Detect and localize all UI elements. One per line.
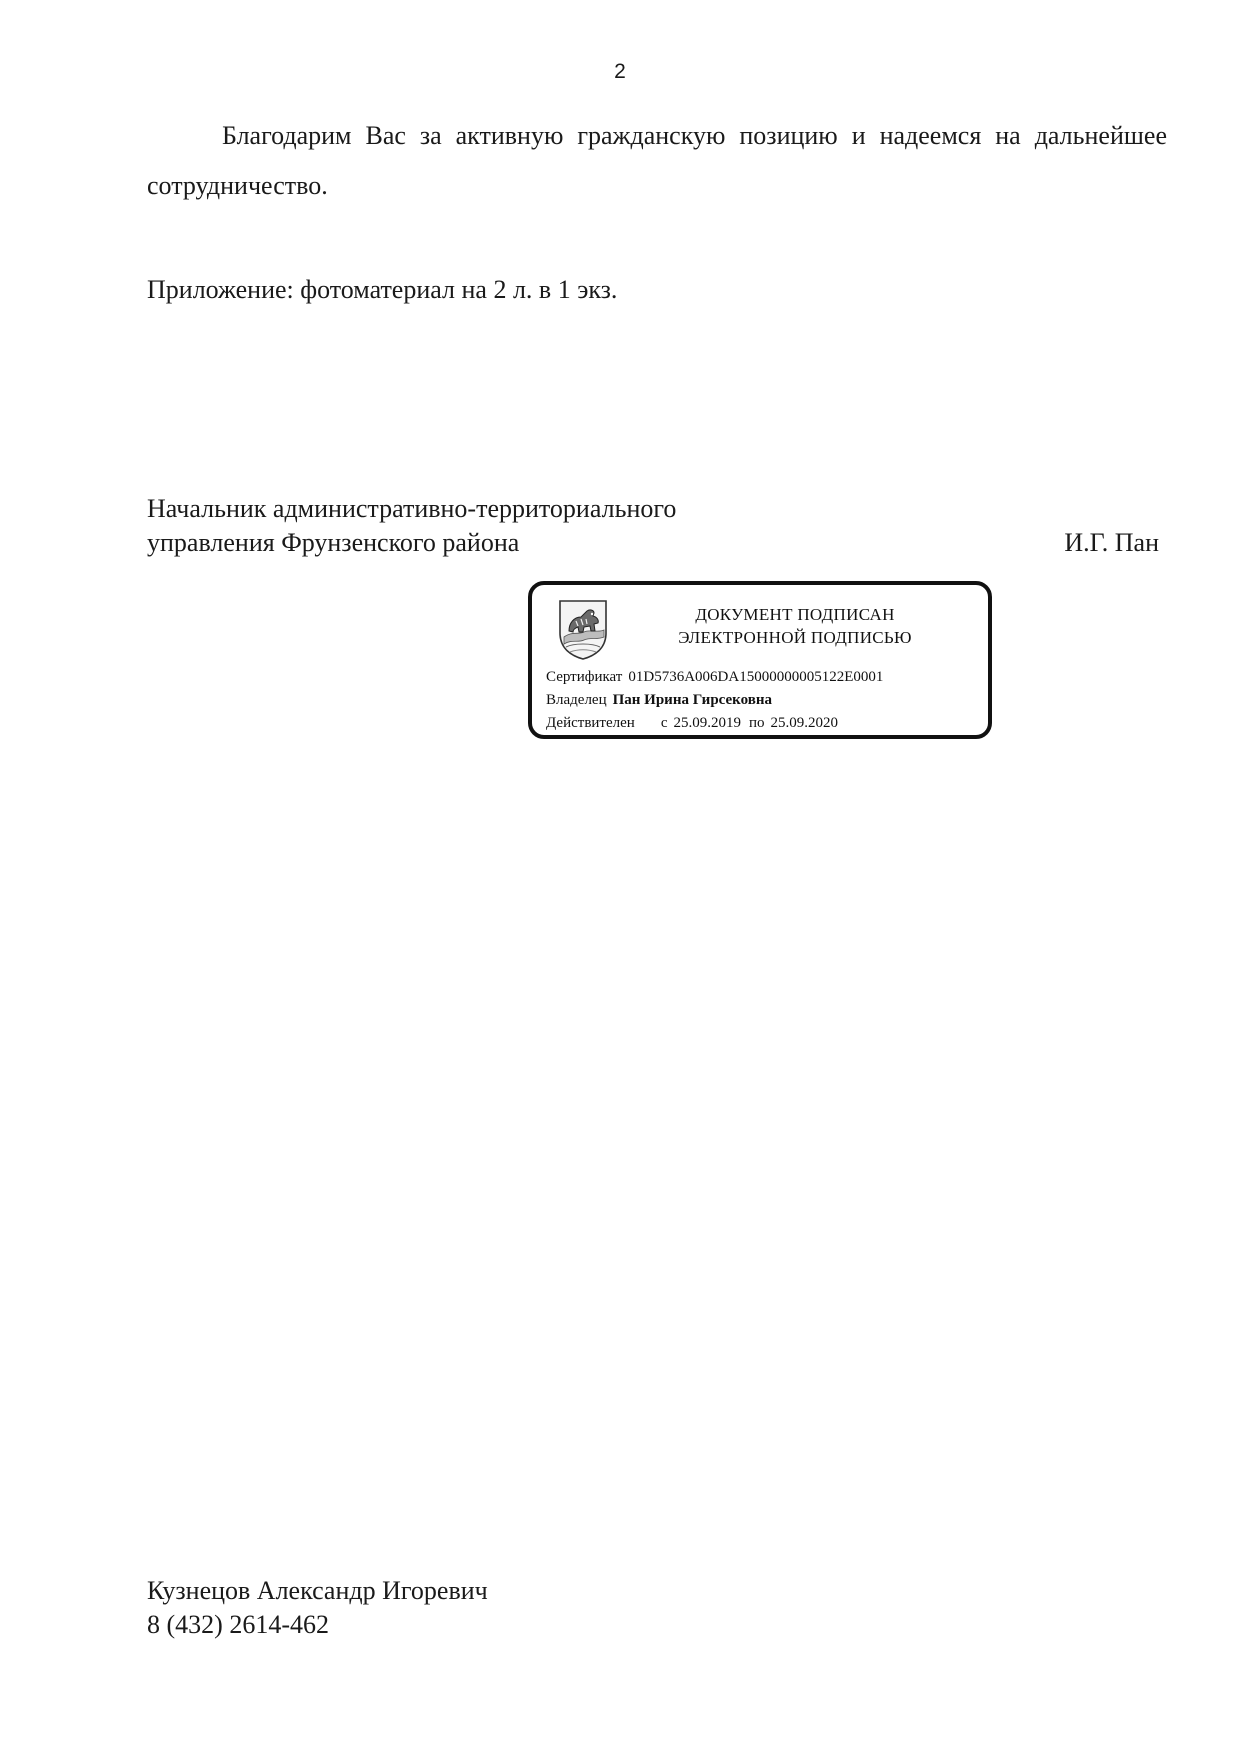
stamp-title	[612, 603, 978, 649]
signature-line	[147, 526, 1159, 560]
valid-from-date: 25.09.2019	[673, 715, 741, 731]
certificate-row	[546, 667, 883, 687]
valid-to-label: по	[748, 715, 765, 731]
signer-name: И.Г. Пан	[1064, 528, 1159, 557]
signer-position-line1: Начальник административно-территориального	[147, 494, 677, 523]
stamp-title-line1: ДОКУМЕНТ ПОДПИСАН	[695, 605, 895, 624]
owner-row	[546, 690, 772, 710]
owner-label: Владелец	[546, 692, 607, 708]
page-number: 2	[614, 60, 626, 83]
executor-block	[147, 1574, 488, 1642]
coat-of-arms-tiger-icon	[554, 597, 612, 661]
valid-from-label: с	[660, 715, 668, 731]
executor-name: Кузнецов Александр Игоревич	[147, 1576, 488, 1605]
valid-label: Действителен	[546, 715, 635, 731]
validity-row	[546, 713, 838, 733]
executor-phone: 8 (432) 2614-462	[147, 1610, 329, 1639]
valid-to-date: 25.09.2020	[770, 715, 839, 731]
attachment-line: Приложение: фотоматериал на 2 л. в 1 экз.	[147, 275, 618, 304]
thanks-paragraph: Благодарим Вас за активную гражданскую позицию и надеемся на дальнейшее сотрудничество.	[147, 121, 1167, 200]
certificate-label: Сертификат	[546, 669, 623, 685]
owner-value: Пан Ирина Гирсековна	[612, 692, 772, 708]
signer-position-line2: управления Фрунзенского района	[147, 528, 520, 557]
stamp-title-line2: ЭЛЕКТРОННОЙ ПОДПИСЬЮ	[678, 628, 912, 647]
certificate-value: 01D5736A006DA15000000005122E0001	[628, 669, 884, 685]
electronic-signature-stamp	[528, 581, 992, 739]
signature-block	[147, 492, 1159, 560]
